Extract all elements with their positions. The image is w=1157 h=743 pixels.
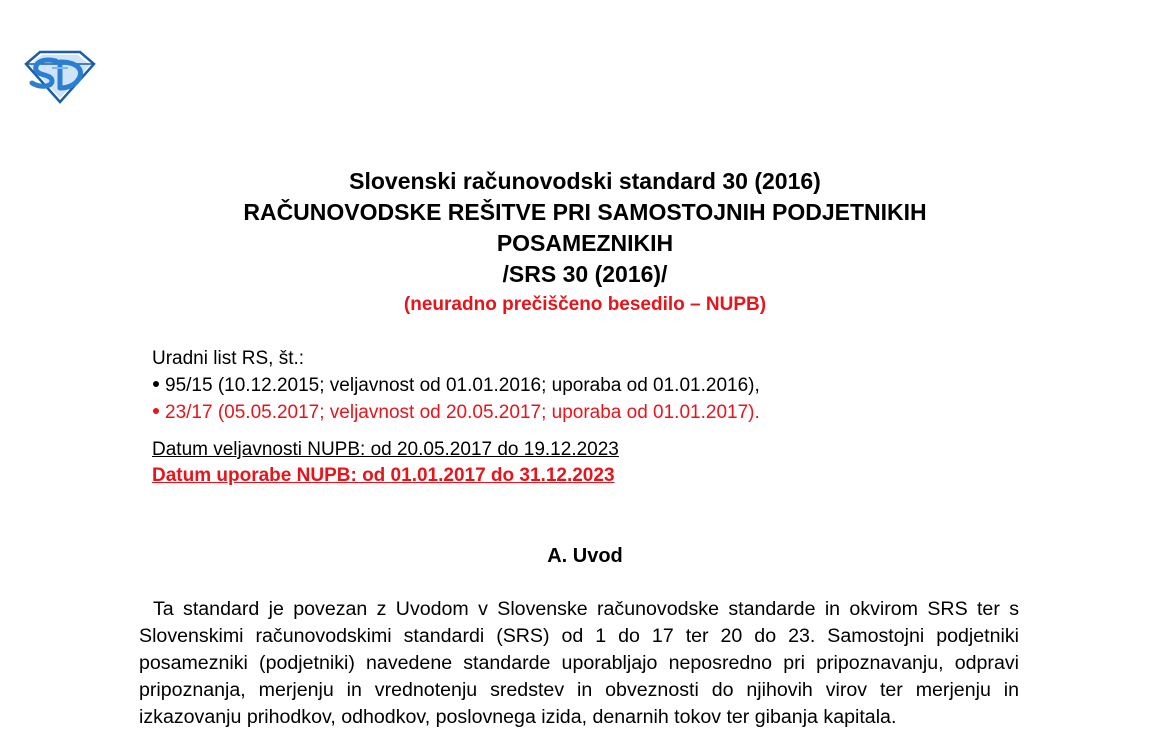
section-paragraph: Ta standard je povezan z Uvodom v Slovenske računovodske standarde in okvirom SRS ter s Slovenskimi računovodskimi standardi (SRS) od 1 do 17 ter 20 do 23. Samostojni podjetniki posamezniki (podjetniki) navedene standarde uporabljajo neposredno pri pripoznavanju, odpravi pripoznanja, merjenju in vrednotenju sredstev in obveznosti do njihovih virov ter merjenju in izkazovanju prihodkov, odhodkov, poslovnega izida, denarnih tokov ter gibanja kapitala. — [139, 598, 1019, 728]
application-date: Datum uporabe NUPB: od 01.01.2017 do 31.12.2023 — [152, 465, 615, 486]
title-line-3: POSAMEZNIKIH — [496, 230, 674, 256]
gazette-entry — [152, 372, 760, 399]
title-line-2: RAČUNOVODSKE REŠITVE PRI SAMOSTOJNIH PODJETNIKIH — [243, 199, 927, 225]
title-line-1: Slovenski računovodski standard 30 (2016) — [349, 168, 821, 194]
title-subtitle: (neuradno prečiščeno besedilo – NUPB) — [403, 294, 767, 315]
bullet-icon — [153, 381, 159, 387]
validity-date: Datum veljavnosti NUPB: od 20.05.2017 do 19.12.2023 — [152, 439, 619, 460]
gazette-label: Uradni list RS, št.: — [152, 348, 305, 369]
title-line-4: /SRS 30 (2016)/ — [502, 261, 668, 287]
document-title — [140, 166, 1030, 319]
section-heading: A. Uvod — [547, 545, 623, 567]
gazette-entry — [152, 399, 760, 426]
nupb-dates — [152, 437, 619, 489]
official-gazette-block — [152, 345, 760, 426]
gazette-entry-text: 23/17 (05.05.2017; veljavnost od 20.05.2017; uporaba od 01.01.2017). — [165, 402, 760, 423]
bullet-icon — [153, 408, 159, 414]
srs-logo-icon — [22, 48, 96, 104]
gazette-entry-text: 95/15 (10.12.2015; veljavnost od 01.01.2016; uporaba od 01.01.2016), — [165, 375, 760, 396]
